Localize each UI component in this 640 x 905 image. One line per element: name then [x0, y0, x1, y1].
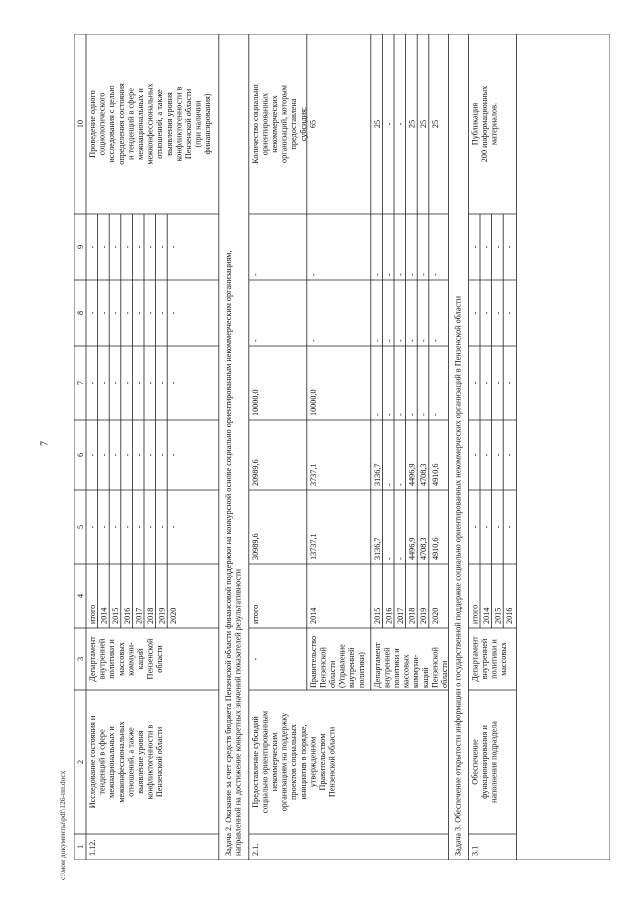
value-cell: - [169, 453, 179, 457]
value-cell: - [482, 245, 491, 249]
column-number: 9 [76, 244, 85, 250]
year-cell: 2019 [419, 607, 429, 624]
value-cell: - [308, 273, 318, 276]
value-cell: - [470, 525, 480, 529]
value-cell: - [122, 525, 132, 529]
value-cell: - [470, 311, 480, 315]
executor: внутренней [382, 647, 392, 688]
year-cell: 2015 [372, 607, 382, 624]
value-cell: - [419, 339, 429, 342]
result-value: 25 [419, 119, 429, 129]
year-cell: итого [88, 604, 97, 624]
item-name: инициатив в порядке, [298, 724, 308, 800]
result-text: предоставлена [289, 98, 299, 150]
result-value: - [384, 122, 394, 126]
executor: политики) [356, 652, 366, 688]
column-number: 7 [76, 380, 85, 386]
item-name: функционирования и [480, 725, 489, 799]
item-name: межконфессиональных [116, 721, 126, 803]
result-text: выявления уровня [164, 92, 174, 156]
item-number: 3.1 [470, 845, 480, 856]
value-cell: - [493, 381, 503, 385]
item-name: наполнения подраздела [489, 721, 499, 803]
value-cell: - [122, 381, 132, 385]
value-cell: 10000,0 [250, 389, 260, 416]
value-cell: - [482, 381, 491, 385]
result-text: межконфессиональных [145, 83, 155, 165]
rotated-table-sheet [74, 34, 610, 860]
result-value: 25 [372, 119, 382, 129]
value-cell: - [505, 381, 515, 385]
value-cell: - [505, 245, 515, 249]
page-number: 7 [39, 441, 51, 446]
result-value: 25 [407, 119, 417, 129]
value-cell: - [134, 311, 144, 315]
value-cell: - [308, 339, 318, 342]
item-name: конфликтогенности в [145, 724, 155, 800]
result-text: межнациональных и [136, 88, 145, 160]
item-name: Правительством [318, 733, 327, 791]
value-cell: - [505, 311, 515, 315]
value-cell: - [111, 245, 121, 249]
footer-file-path: c:\мои документы\pdf\126-пп.docx [58, 770, 67, 880]
value-cell: - [493, 245, 503, 249]
executor: области [328, 660, 337, 688]
value-cell: 30989,6 [250, 533, 260, 560]
value-cell: - [157, 381, 167, 385]
value-cell: - [88, 453, 97, 457]
year-cell: итого [470, 604, 480, 624]
item-name: отношений, а также [126, 727, 136, 797]
value-cell: - [157, 311, 167, 315]
executor: массовых [499, 642, 509, 676]
executor: внутренней [347, 647, 357, 688]
value-cell: - [88, 311, 97, 315]
value-cell: - [122, 311, 132, 315]
item-name: тенденций в сфере [97, 729, 107, 795]
value-cell: 20989,6 [250, 459, 260, 486]
value-cell: - [146, 381, 155, 385]
value-cell: - [250, 273, 260, 276]
result-text: (при наличии [193, 100, 203, 148]
year-cell: 2019 [157, 607, 167, 624]
item-name: Предоставление субсидий [250, 716, 260, 808]
result-text: субсидия: [298, 106, 308, 142]
result-text: Публикация [470, 102, 480, 146]
value-cell: - [134, 453, 144, 457]
result-value: - [396, 122, 405, 126]
column-number: 6 [76, 452, 85, 458]
executor: Правительство [308, 635, 318, 688]
result-text: Пензенской области [184, 88, 193, 160]
column-number: 8 [76, 310, 85, 316]
executor: области [155, 645, 165, 673]
year-cell: 2016 [122, 607, 132, 624]
value-cell: - [493, 525, 503, 529]
value-cell: - [384, 413, 394, 416]
value-cell: - [169, 245, 179, 249]
value-cell: - [419, 273, 429, 276]
result-text: исследования с целью [107, 85, 117, 163]
value-cell: - [430, 273, 440, 276]
value-cell: - [396, 273, 405, 276]
result-text: Количество социально [250, 84, 260, 164]
year-cell: 2015 [111, 607, 121, 624]
value-cell: - [157, 245, 167, 249]
value-cell: - [372, 413, 382, 416]
result-text: 200 информационных [480, 85, 489, 163]
result-text: отношений, а также [155, 89, 165, 159]
value-cell: - [122, 245, 132, 249]
item-name: некоммерческим [270, 732, 279, 792]
value-cell: - [99, 525, 109, 529]
value-cell: 4496,9 [407, 537, 417, 560]
value-cell: - [99, 381, 109, 385]
executor: Департамент [88, 636, 97, 682]
value-cell: - [505, 453, 515, 457]
value-cell: - [430, 413, 440, 416]
item-name: проектов социальных [289, 724, 299, 800]
value-cell: - [470, 453, 480, 457]
value-cell: - [111, 525, 121, 529]
item-name: Исследование состояния и [88, 715, 97, 809]
executor: области [440, 660, 449, 688]
executor: Пензенской [318, 647, 328, 688]
value-cell: - [146, 525, 155, 529]
value-cell: - [372, 339, 382, 342]
column-number: 1 [76, 844, 85, 850]
value-cell: 4910,6 [430, 537, 440, 560]
item-name: утвержденном [308, 736, 318, 788]
executor: политики и [107, 639, 117, 679]
value-cell: - [470, 245, 480, 249]
column-number: 3 [76, 656, 85, 662]
year-cell: 2014 [482, 607, 491, 624]
executor: массовых [401, 654, 411, 688]
result-text: конфликтогенности в [174, 86, 184, 162]
value-cell: - [505, 525, 515, 529]
item-number: 1.12. [88, 839, 97, 856]
value-cell: 4496,9 [407, 463, 417, 486]
value-cell: - [407, 273, 417, 276]
result-value: 25 [430, 119, 440, 129]
task-heading: Задача 2. Оказание за счет средств бюджета Пензенской области финансовой поддержки на конкурсной основе социально ориентированным некоммерческим организациям, [223, 250, 233, 856]
executor: коммуни- [411, 654, 421, 688]
value-cell: - [482, 453, 491, 457]
value-cell: - [384, 339, 394, 342]
value-cell: - [493, 453, 503, 457]
executor: каций [136, 648, 145, 670]
value-cell: 10000,0 [308, 389, 318, 416]
value-cell: - [396, 413, 405, 416]
value-cell: - [88, 525, 97, 529]
value-cell: 4708,3 [419, 537, 429, 560]
value-cell: - [134, 245, 144, 249]
value-cell: - [146, 311, 155, 315]
item-number: 2.1. [250, 843, 260, 856]
value-cell: - [157, 453, 167, 457]
executor: - [250, 657, 260, 661]
value-cell: 3136,7 [372, 537, 382, 560]
value-cell: - [111, 453, 121, 457]
value-cell: - [384, 483, 394, 486]
result-text: некоммерческих [270, 95, 279, 153]
value-cell: - [146, 453, 155, 457]
year-cell: 2017 [134, 607, 144, 624]
value-cell: - [250, 339, 260, 342]
result-text: и тенденций в сфере [126, 88, 136, 160]
value-cell: - [482, 525, 491, 529]
value-cell: - [470, 381, 480, 385]
executor: коммуни- [126, 642, 136, 676]
result-text: финансирования) [203, 93, 213, 155]
executor: каций [420, 667, 430, 688]
year-cell: итого [250, 604, 260, 624]
value-cell: - [122, 453, 132, 457]
year-cell: 2014 [99, 607, 109, 624]
executor: (Управление [337, 644, 347, 688]
year-cell: 2018 [146, 607, 155, 624]
executor: политики и [489, 639, 499, 679]
item-name: выявление уровня [136, 730, 145, 794]
result-text: определения состояния [116, 83, 126, 165]
value-cell: - [134, 381, 144, 385]
value-cell: - [419, 413, 429, 416]
year-cell: 2020 [169, 607, 179, 624]
value-cell: - [169, 311, 179, 315]
value-cell: - [111, 311, 121, 315]
value-cell: - [99, 245, 109, 249]
value-cell: - [407, 339, 417, 342]
executor: массовых [116, 642, 126, 676]
value-cell: 4708,3 [419, 463, 429, 486]
value-cell: - [99, 311, 109, 315]
column-number: 5 [76, 524, 85, 530]
executor: Департамент [470, 636, 480, 682]
result-text: организаций, которым [279, 85, 289, 163]
executor: внутренней [97, 638, 107, 680]
executor: внутренней [480, 638, 489, 680]
value-cell: - [169, 525, 179, 529]
value-cell: - [157, 525, 167, 529]
value-cell: - [146, 245, 155, 249]
value-cell: 3737,1 [308, 463, 318, 486]
value-cell: - [134, 525, 144, 529]
task-heading: направленной на достижение конкретных значений показателей результативности [233, 568, 243, 856]
column-number: 2 [76, 759, 85, 765]
value-cell: - [111, 381, 121, 385]
value-cell: - [384, 557, 394, 560]
result-text: Проведение одного [88, 90, 97, 158]
result-text: материалов. [489, 102, 499, 146]
value-cell: - [372, 273, 382, 276]
value-cell: - [99, 453, 109, 457]
value-cell: 13737,1 [308, 533, 318, 560]
year-cell: 2014 [308, 607, 318, 624]
executor: Пензенской [430, 647, 440, 688]
item-name: Обеспечение [470, 739, 480, 785]
item-name: Пензенской области [155, 726, 165, 798]
year-cell: 2015 [493, 607, 503, 624]
value-cell: - [493, 311, 503, 315]
result-text: социологического [97, 92, 107, 156]
value-cell: - [396, 339, 405, 342]
value-cell: 3136,7 [372, 463, 382, 486]
value-cell: - [482, 311, 491, 315]
year-cell: 2016 [384, 607, 394, 624]
value-cell: - [88, 381, 97, 385]
executor: Департамент [372, 642, 382, 688]
executor: политики и [392, 648, 401, 688]
column-number: 10 [76, 119, 85, 129]
year-cell: 2017 [396, 607, 405, 624]
year-cell: 2018 [407, 607, 417, 624]
value-cell: - [430, 339, 440, 342]
value-cell: - [384, 273, 394, 276]
value-cell: - [169, 381, 179, 385]
executor: Пензенской [145, 638, 155, 680]
item-name: Пензенской области [327, 726, 337, 798]
value-cell: - [407, 413, 417, 416]
item-name: социально ориентированным [260, 710, 270, 814]
result-text: ориентированных [260, 92, 270, 156]
year-cell: 2016 [505, 607, 515, 624]
column-number: 4 [76, 593, 85, 599]
value-cell: - [396, 557, 405, 560]
result-value: 65 [308, 119, 318, 129]
value-cell: 4910,6 [430, 463, 440, 486]
year-cell: 2020 [430, 607, 440, 624]
value-cell: - [88, 245, 97, 249]
value-cell: - [396, 483, 405, 486]
table [74, 34, 610, 860]
item-name: организациям на поддержку [279, 712, 289, 812]
task-heading: Задача 3. Обеспечение открытости информации о государственной поддержке социально ориентированных некоммерческих организаций в Пензенской области [453, 296, 463, 856]
item-name: межнациональных и [107, 726, 117, 798]
